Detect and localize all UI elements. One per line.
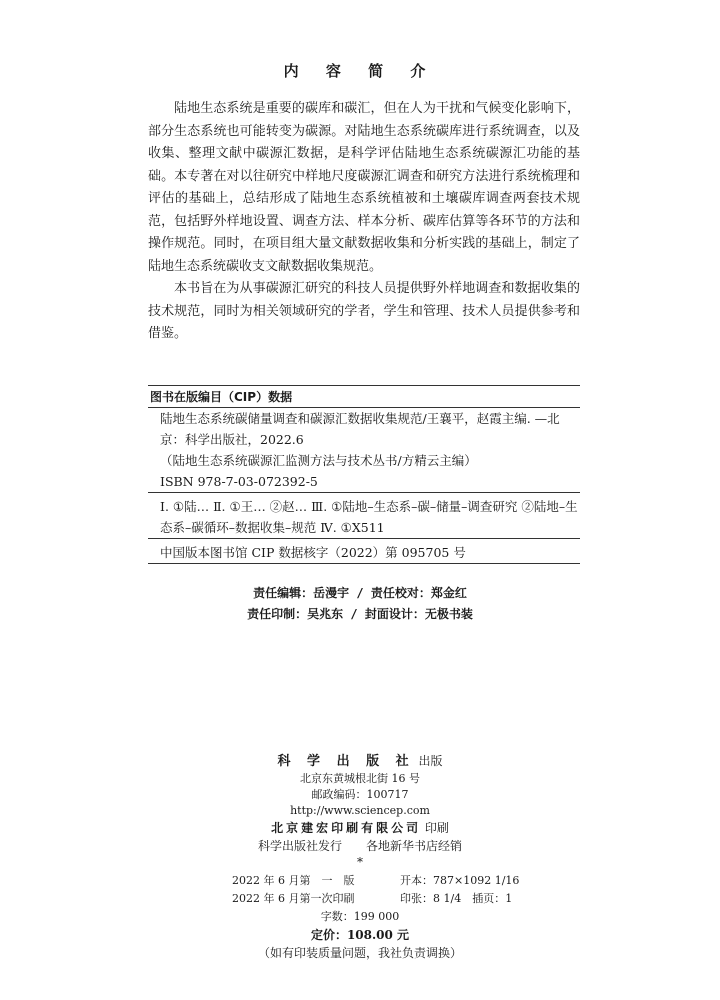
staff-line: 责任编辑：岳漫宇 / 责任校对：郑金红	[253, 586, 467, 600]
cip-series: （陆地生态系统碳源汇监测方法与技术丛书/方精云主编）	[160, 453, 477, 468]
summary-paragraph: 本书旨在为从事碳源汇研究的科技人员提供野外样地调查和数据收集的技术规范，同时为相关领域研究的学者，学生和管理、技术人员提供参考和借鉴。	[148, 281, 580, 341]
cip-number: 中国版本图书馆 CIP 数据核字（2022）第 095705 号	[160, 545, 466, 560]
price: 定价：108.00 元	[310, 928, 410, 942]
editorial-staff	[0, 583, 720, 625]
divider	[148, 538, 580, 539]
publisher-suffix: 出版	[418, 754, 443, 768]
cip-classification: Ⅰ. ①陆… Ⅱ. ①王… ②赵… Ⅲ. ①陆地–生态系–碳–储量–调查研究 ②陆地–生态系–碳循环–数据收集–规范 Ⅳ. ①X511	[160, 499, 578, 535]
publisher-address: 北京东黄城根北街 16 号	[300, 772, 420, 785]
divider	[148, 492, 580, 493]
distribution-line: 科学出版社发行 各地新华书店经销	[257, 839, 462, 853]
quality-note: （如有印装质量问题，我社负责调换）	[257, 946, 462, 960]
printer-name: 北京建宏印刷有限公司	[271, 821, 422, 835]
cip-classification-block	[148, 496, 580, 538]
page-title: 内 容 简 介	[283, 62, 437, 80]
publisher-info	[0, 752, 720, 869]
cip-heading: 图书在版编目（CIP）数据	[150, 390, 293, 404]
printing-line: 2022 年 6 月第一次印刷	[232, 892, 355, 905]
divider	[148, 385, 580, 386]
content-summary	[148, 98, 580, 346]
divider	[148, 563, 580, 564]
cip-entry	[148, 408, 580, 492]
publisher-logo-text: 科 学 出 版 社	[277, 754, 415, 769]
publisher-postcode: 邮政编码：100717	[311, 788, 409, 801]
edition-specs	[0, 872, 720, 962]
edition-line: 2022 年 6 月第 一 版	[232, 874, 355, 887]
separator-star: *	[357, 855, 363, 869]
sheets-line: 印张：8 1/4 插页：1	[400, 892, 513, 905]
cip-isbn: ISBN 978-7-03-072392-5	[160, 474, 318, 489]
format-line: 开本：787×1092 1/16	[400, 874, 520, 887]
word-count: 字数：199 000	[320, 910, 400, 923]
cip-block	[148, 385, 580, 564]
staff-line: 责任印制：吴兆东 / 封面设计：无极书装	[247, 607, 473, 621]
printer-suffix: 印刷	[424, 821, 449, 835]
publisher-url: http://www.sciencep.com	[290, 804, 430, 817]
summary-paragraph: 陆地生态系统是重要的碳库和碳汇，但在人为干扰和气候变化影响下，部分生态系统也可能转变为碳源。对陆地生态系统碳库进行系统调查，以及收集、整理文献中碳源汇数据，是科学评估陆地生态系统碳源汇功能的基础。本专著在对以往研究中样地尺度碳源汇调查和研究方法进行系统梳理和评估的基础上，总结形成了陆地生态系统植被和土壤碳库调查两套技术规范，包括野外样地设置、调查方法、样本分析、碳库估算等各环节的方法和操作规范。同时，在项目组大量文献数据收集和分析实践的基础上，制定了陆地生态系统碳收支文献数据收集规范。	[148, 101, 580, 274]
cip-title-entry: 陆地生态系统碳储量调查和碳源汇数据收集规范/王襄平，赵霞主编. —北京：科学出版社，2022.6	[160, 411, 560, 447]
